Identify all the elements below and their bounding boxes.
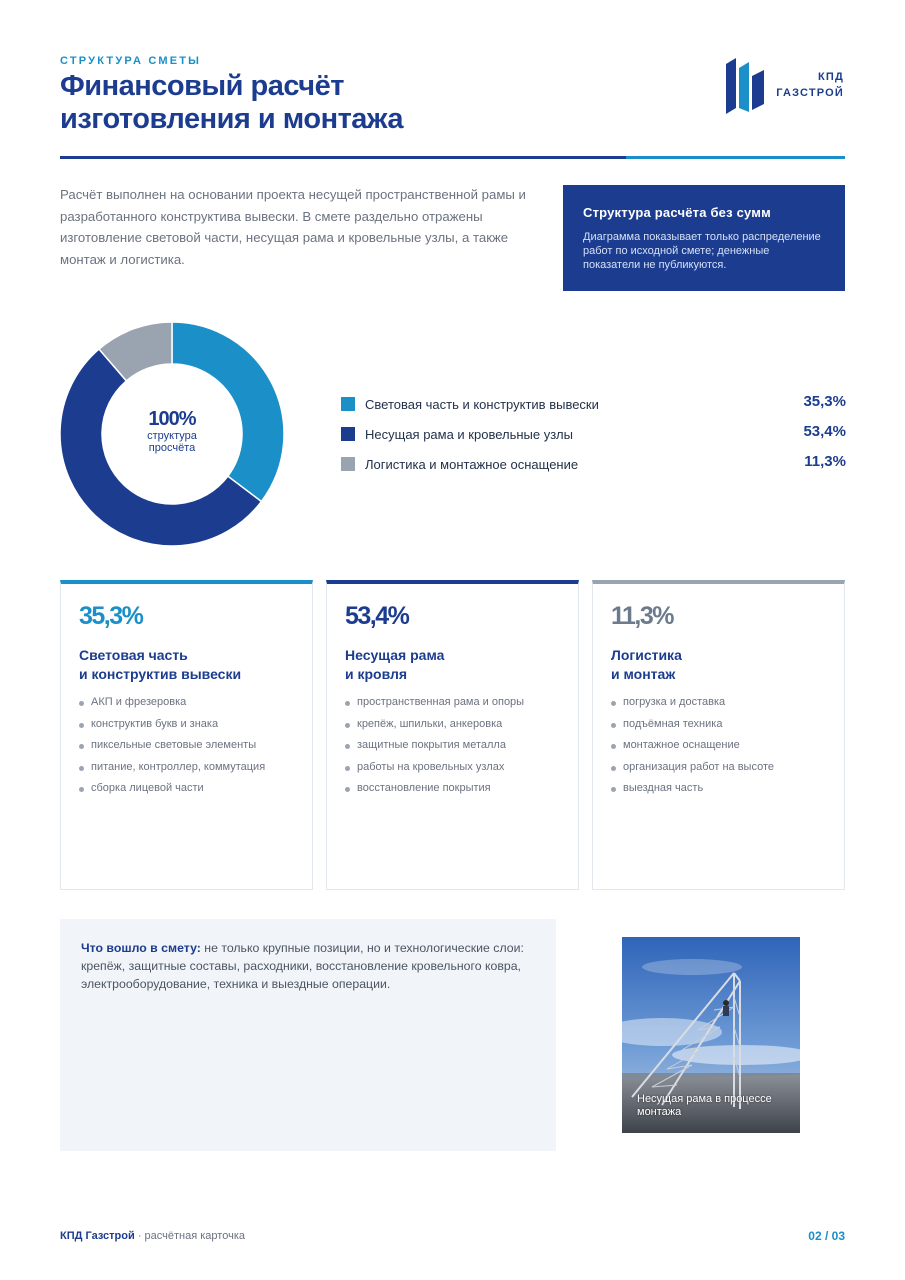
legend-value: 53,4%: [803, 423, 846, 440]
page-title-line-2: изготовления и монтажа: [60, 103, 403, 135]
card-title-line-1: Логистика: [611, 647, 682, 663]
list-item: защитные покрытия металла: [345, 735, 524, 757]
legend-label: Несущая рама и кровельные узлы: [365, 427, 573, 442]
legend-label: Световая часть и конструктив вывески: [365, 397, 599, 412]
card-percent: 11,3%: [611, 602, 674, 630]
card-title-line-1: Световая часть: [79, 647, 188, 663]
scope-note-lead: Что вошло в смету:: [81, 941, 201, 955]
legend-value: 35,3%: [803, 393, 846, 410]
card-list: [345, 692, 524, 800]
header-divider: [60, 156, 626, 159]
list-item: погрузка и доставка: [611, 692, 774, 714]
logo-text: [776, 69, 844, 101]
card-list: [79, 692, 265, 800]
list-item: пространственная рама и опоры: [345, 692, 524, 714]
card-light-part: [60, 580, 313, 890]
donut-center-label: [117, 408, 227, 454]
legend-value: 11,3%: [804, 453, 846, 470]
scope-note-body: не только крупные позиции, но и технологические слои: крепёж, защитные составы, расходники, восстановление кровельного ковра, электрооборудование, техника и выездные операции.: [81, 941, 524, 991]
list-item: восстановление покрытия: [345, 778, 524, 800]
scope-note: [60, 919, 556, 1151]
donut-center-caption-line-2: просчёта: [148, 442, 196, 454]
card-title-line-2: и монтаж: [611, 666, 676, 682]
card-list: [611, 692, 774, 800]
info-box-title: Структура расчёта без сумм: [583, 205, 771, 220]
section-kicker: СТРУКТУРА СМЕТЫ: [60, 55, 202, 67]
legend-item: [341, 453, 846, 475]
footer-brand: [60, 1230, 245, 1242]
card-title: [79, 646, 241, 684]
logo-mark-icon: [724, 58, 770, 114]
list-item: пиксельные световые элементы: [79, 735, 265, 757]
card-logistics: [592, 580, 845, 890]
photo-caption: Несущая рама в процессе монтажа: [637, 1093, 772, 1118]
donut-center-caption-line-1: структура: [147, 430, 197, 442]
list-item: сборка лицевой части: [79, 778, 265, 800]
card-title-line-2: и конструктив вывески: [79, 666, 242, 682]
list-item: подъёмная техника: [611, 714, 774, 736]
list-item: работы на кровельных узлах: [345, 757, 524, 779]
list-item: конструктив букв и знака: [79, 714, 265, 736]
list-item: монтажное оснащение: [611, 735, 774, 757]
header-divider-accent: [626, 156, 845, 159]
card-frame: [326, 580, 579, 890]
scope-note-text: [81, 939, 536, 993]
card-title: [345, 646, 444, 684]
legend-item: [341, 393, 846, 415]
legend-swatch: [341, 457, 355, 471]
donut-center-value: 100%: [148, 408, 196, 430]
list-item: организация работ на высоте: [611, 757, 774, 779]
list-item: питание, контроллер, коммутация: [79, 757, 265, 779]
list-item: крепёж, шпильки, анкеровка: [345, 714, 524, 736]
footer-brand-name: КПД Газстрой: [60, 1230, 135, 1242]
page-title: [60, 70, 580, 136]
list-item: АКП и фрезеровка: [79, 692, 265, 714]
footer-brand-suffix: · расчётная карточка: [134, 1230, 245, 1242]
legend-label: Логистика и монтажное оснащение: [365, 457, 579, 472]
card-title-line-1: Несущая рама: [345, 647, 445, 663]
intro-paragraph: Расчёт выполнен на основании проекта несущей пространственной рамы и разработанного конструктива вывески. В смете раздельно отражены изготовление световой части, несущая рама и кровельные узлы, а также монтаж и логистика.: [60, 187, 526, 267]
page-number: 02 / 03: [808, 1229, 845, 1243]
info-box: [563, 185, 845, 291]
list-item: выездная часть: [611, 778, 774, 800]
logo-text-line-2: ГАЗСТРОЙ: [776, 87, 844, 99]
card-percent: 53,4%: [345, 602, 409, 630]
legend-item: [341, 423, 846, 445]
card-percent: 35,3%: [79, 602, 143, 630]
company-logo: [724, 58, 846, 114]
installation-photo: [622, 937, 800, 1133]
logo-text-line-1: КПД: [817, 71, 844, 83]
info-box-text: Диаграмма показывает только распределение работ по исходной смете; денежные показатели не публикуются.: [583, 231, 821, 271]
legend-swatch: [341, 397, 355, 411]
card-title-line-2: и кровля: [345, 666, 408, 682]
card-title: [611, 646, 682, 684]
legend-swatch: [341, 427, 355, 441]
page-title-line-1: Финансовый расчёт: [60, 70, 344, 102]
